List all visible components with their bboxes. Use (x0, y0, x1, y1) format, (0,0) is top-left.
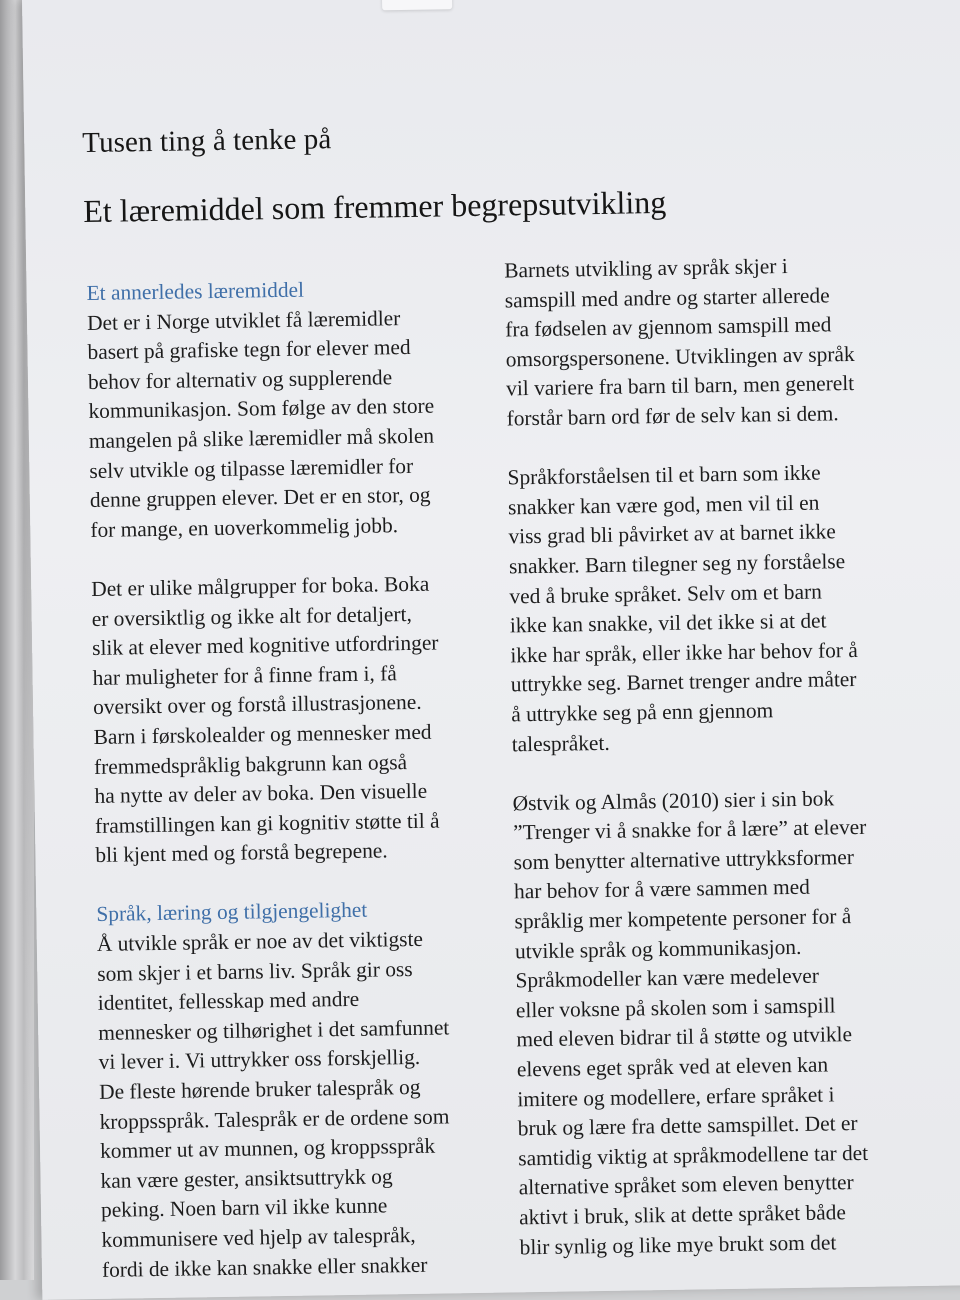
text-line: uttrykke seg. Barnet trenger andre måter (510, 667, 857, 697)
text-line: ”Trenger vi å snakke for å lære” at elever (512, 815, 867, 845)
text-line: framstillingen kan gi kognitiv støtte til å (94, 808, 440, 838)
text-line: basert på grafiske tegn for elever med (87, 335, 411, 365)
text-line: har behov for å være sammen med (513, 875, 811, 904)
text-line: språklig mer kompetente personer for å (514, 904, 852, 934)
text-line: peking. Noen barn vil ikke kunne (100, 1193, 388, 1223)
section-heading-sprak: Språk, læring og tilgjengelighet (96, 898, 368, 927)
text-line: forstår barn ord før de selv kan si dem. (506, 401, 839, 431)
book-page (22, 0, 960, 1300)
text-line: Språkforståelsen til et barn som ikke (507, 460, 821, 490)
text-line: kommunisere ved hjelp av talespråk, (101, 1222, 416, 1252)
text-line: å uttrykke seg på enn gjennom (511, 698, 774, 727)
section-heading-annerledes: Et annerledes læremiddel (86, 277, 305, 306)
text-line: fremmedspråklig bakgrunn kan også (93, 749, 408, 779)
text-line: ikke kan snakke, vil det ikke si at det (509, 608, 827, 638)
page-tab (382, 0, 452, 10)
text-line: som skjer i et barns liv. Språk gir oss (97, 956, 413, 986)
text-line: bruk og lære fra dette samspillet. Det er (517, 1111, 858, 1141)
text-line: vi lever i. Vi uttrykker oss forskjellig. (98, 1045, 421, 1075)
text-line: utvikle språk og kommunikasjon. (514, 934, 802, 964)
text-line: eller voksne på skolen som i samspill (515, 993, 836, 1023)
text-line: snakker kan være god, men vil til en (507, 490, 820, 520)
text-line: snakker. Barn tilegner seg ny forståelse (508, 549, 846, 579)
text-line: samspill med andre og starter allerede (504, 282, 830, 313)
text-line: samtidig viktig at språkmodellene tar det (518, 1140, 869, 1171)
text-line: mangelen på slike læremidler må skolen (88, 423, 435, 453)
text-line: oversikt over og forstå illustrasjonene. (92, 690, 422, 720)
text-line: som benytter alternative uttrykksformer (513, 844, 855, 875)
text-line: omsorgspersonene. Utviklingen av språk (505, 341, 855, 372)
right-paragraph-2 (507, 457, 960, 760)
text-line: Å utvikle språk er noe av det viktigste (96, 926, 424, 957)
page-title: Et læremiddel som fremmer begrepsutvikling (83, 183, 667, 230)
text-line: denne gruppen elever. Det er en stor, og (89, 482, 431, 513)
text-line: viss grad bli påvirket av at barnet ikke (508, 519, 836, 549)
text-line: Østvik og Almås (2010) sier i sin bok (512, 786, 835, 816)
text-line: Det er ulike målgrupper for boka. Boka (91, 571, 430, 601)
text-line: kommer ut av munnen, og kroppsspråk (99, 1133, 436, 1164)
text-line: fra fødselen av gjennom samspill med (505, 312, 832, 342)
text-line: Barnets utvikling av språk skjer i (504, 254, 788, 283)
text-line: har muligheter for å finne fram i, få (92, 660, 397, 690)
text-line: kommunikasjon. Som følge av den store (88, 393, 435, 424)
text-line: slik at elever med kognitive utfordringer (92, 630, 439, 661)
text-line: vil variere fra barn til barn, men generelt (505, 371, 855, 401)
text-line: De fleste hørende bruker talespråk og (98, 1074, 421, 1104)
text-line: er oversiktlig og ikke alt for detaljert, (91, 601, 413, 631)
text-line: elevens eget språk ved at eleven kan (516, 1052, 829, 1082)
text-line: Språkmodeller kan være medelever (515, 963, 820, 993)
text-line: blir synlig og like mye brukt som det (519, 1229, 837, 1259)
left-paragraph-2 (91, 568, 506, 870)
text-line: for mange, en uoverkommelig jobb. (90, 512, 399, 542)
text-line: ved å bruke språket. Selv om et barn (509, 579, 823, 608)
text-line: Barn i førskolealder og mennesker med (93, 719, 432, 749)
text-line: med eleven bidrar til å støtte og utvikle (516, 1022, 853, 1052)
text-line: behov for alternativ og supplerende (87, 365, 393, 394)
text-line: bli kjent med og forstå begrepene. (95, 838, 388, 868)
text-line: Det er i Norge utviklet få læremidler (86, 305, 401, 335)
left-column (86, 273, 512, 1286)
text-line: selv utvikle og tilpasse læremidler for (89, 453, 414, 483)
running-header: Tusen ting å tenke på (82, 123, 332, 160)
text-line: identitet, fellesskap med andre (97, 987, 360, 1016)
text-line: fordi de ikke kan snakke eller snakker (101, 1252, 428, 1282)
text-line: kroppsspråk. Talespråk er de ordene som (99, 1104, 450, 1134)
text-line: imitere og modellere, erfare språket i (517, 1082, 835, 1111)
text-line: mennesker og tilhørighet i det samfunnet (98, 1015, 450, 1045)
text-line: kan være gester, ansiktsuttrykk og (100, 1164, 393, 1193)
right-column (504, 249, 960, 1262)
right-paragraph-1 (504, 249, 957, 434)
text-line: ikke har språk, eller ikke har behov for å (510, 637, 858, 668)
left-paragraph-3 (97, 924, 513, 1286)
text-line: aktivt i bruk, slik at dette språket både (518, 1200, 847, 1230)
left-paragraph-1 (87, 302, 501, 545)
text-line: talespråket. (511, 730, 610, 756)
text-line: alternative språket som eleven benytter (518, 1170, 854, 1200)
text-line: ha nytte av deler av boka. Den visuelle (94, 778, 428, 809)
right-paragraph-3 (512, 782, 960, 1263)
